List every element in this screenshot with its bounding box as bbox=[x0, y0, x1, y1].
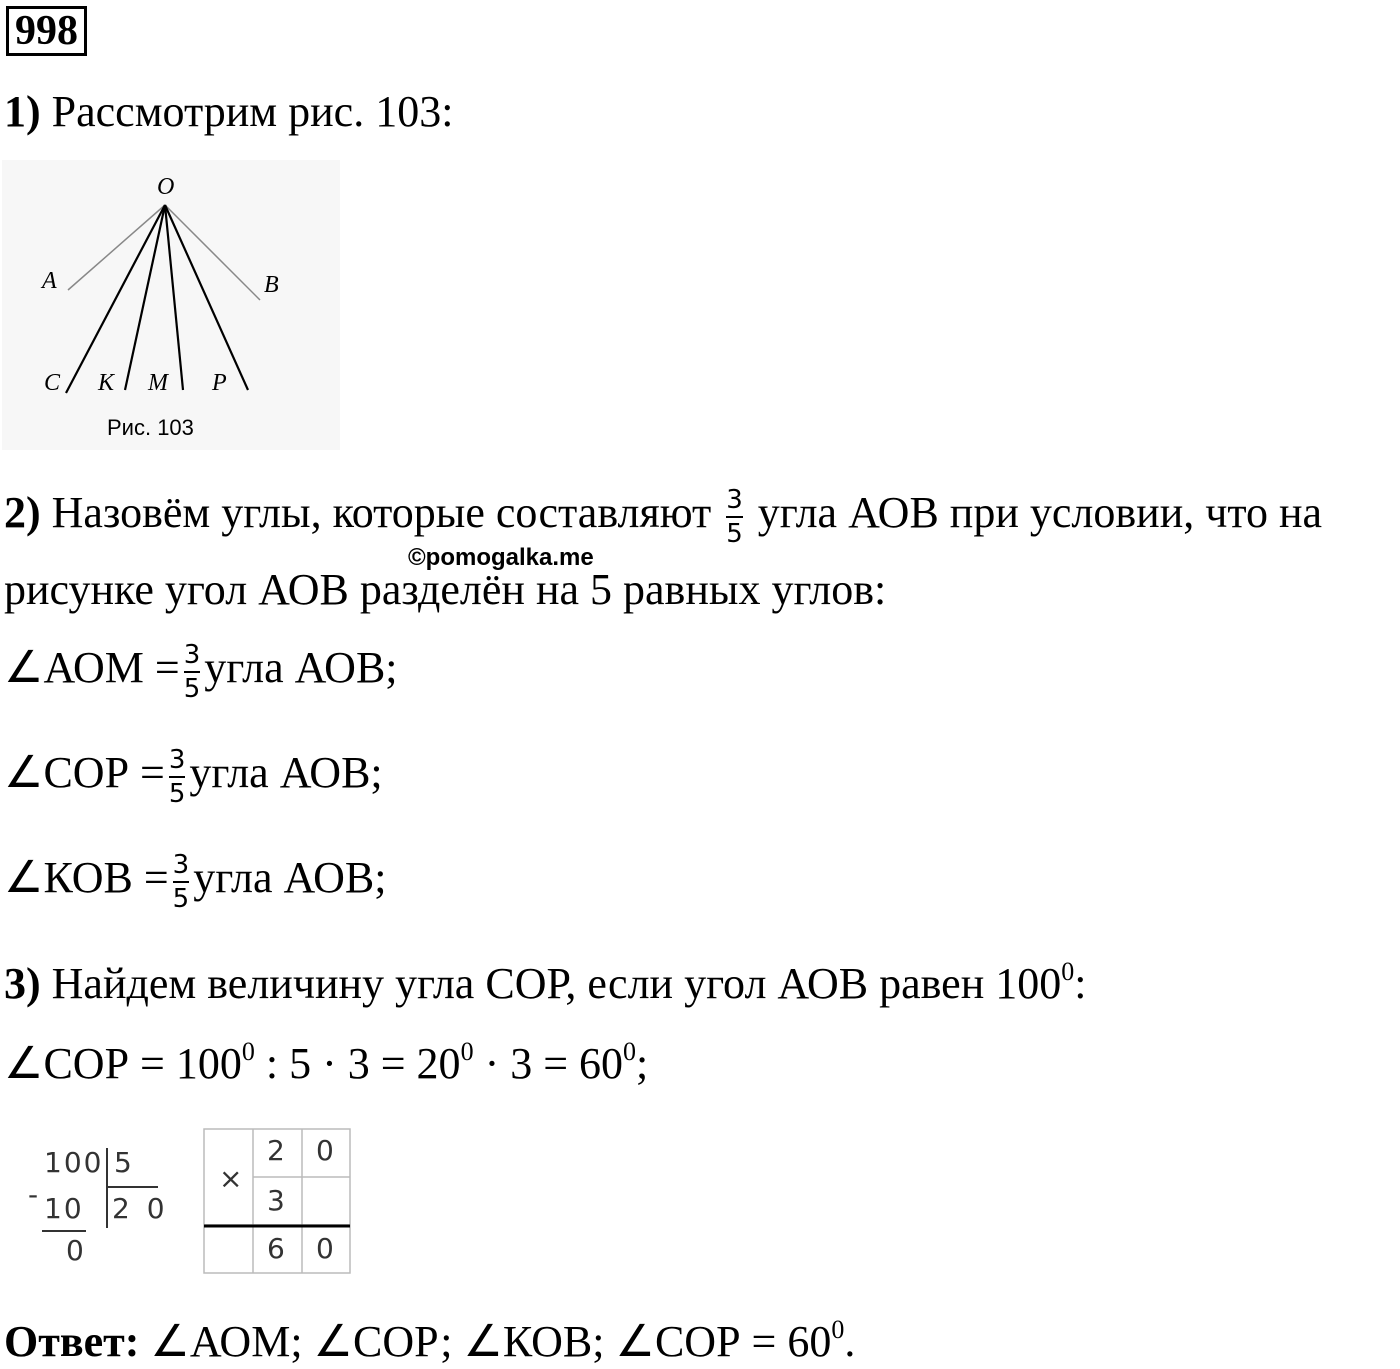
division-dividend: 100 bbox=[44, 1146, 104, 1179]
division-remainder: 0 bbox=[66, 1234, 84, 1267]
division-vertical-bar bbox=[106, 1148, 108, 1228]
fraction-denominator: 5 bbox=[168, 779, 186, 809]
grid-cell: 0 bbox=[316, 1134, 334, 1167]
step2-line2: рисунке угол АОВ разделён на 5 равных углов: bbox=[4, 565, 887, 614]
equation-kob bbox=[4, 850, 386, 914]
label-M: M bbox=[148, 370, 168, 396]
multiplication-grid bbox=[203, 1128, 351, 1274]
equation-rhs: угла АОВ; bbox=[204, 643, 398, 693]
answer-text: ∠АОМ; ∠СОР; ∠КОВ; ∠СОР = 60 bbox=[139, 1317, 832, 1366]
degree-sup: 0 bbox=[1061, 957, 1075, 986]
step1-label: 1) bbox=[4, 87, 41, 136]
equation-aom bbox=[4, 640, 398, 704]
fraction-bar bbox=[169, 776, 186, 778]
degree-sup: 0 bbox=[241, 1037, 255, 1066]
problem-number: 998 bbox=[6, 6, 87, 56]
label-K: K bbox=[98, 370, 115, 396]
step3-end: : bbox=[1074, 959, 1087, 1008]
fraction-bar bbox=[173, 881, 190, 883]
step2-line1 bbox=[4, 485, 1322, 549]
fraction-numerator: 3 bbox=[168, 745, 186, 775]
equation-fraction bbox=[173, 850, 190, 914]
step2-text-before: Назовём углы, которые составляют bbox=[51, 488, 712, 538]
figure-103 bbox=[2, 160, 340, 450]
equation-lhs: ∠СОР = bbox=[4, 748, 165, 798]
label-C: C bbox=[44, 370, 61, 396]
answer-line bbox=[4, 1316, 855, 1368]
step1-line bbox=[4, 86, 453, 138]
fraction-denominator: 5 bbox=[183, 674, 201, 704]
calc-part-d: ; bbox=[636, 1039, 649, 1088]
fraction-numerator: 3 bbox=[172, 850, 190, 880]
division-minus: - bbox=[28, 1178, 39, 1211]
grid-cell: 0 bbox=[316, 1232, 334, 1265]
step1-text: Рассмотрим рис. 103: bbox=[51, 87, 454, 136]
equation-fraction bbox=[169, 745, 186, 809]
label-O: O bbox=[157, 174, 175, 200]
grid-cell: 3 bbox=[267, 1184, 285, 1217]
fraction-bar bbox=[184, 671, 201, 673]
step3-line bbox=[4, 958, 1086, 1010]
division-underline bbox=[42, 1230, 86, 1232]
division-divisor-bar bbox=[106, 1186, 158, 1188]
fraction-bar bbox=[726, 516, 743, 518]
ray-OB bbox=[165, 205, 260, 300]
multiply-sign: × bbox=[219, 1162, 243, 1195]
calc-line bbox=[4, 1038, 648, 1090]
fraction-denominator: 5 bbox=[172, 884, 190, 914]
division-subtrahend: 10 bbox=[44, 1192, 84, 1225]
calc-part-a: ∠СОР = 100 bbox=[4, 1039, 242, 1088]
step3-label: 3) bbox=[4, 959, 41, 1008]
degree-sup: 0 bbox=[460, 1037, 474, 1066]
ray-OC bbox=[66, 205, 165, 393]
degree-sup: 0 bbox=[623, 1037, 637, 1066]
equation-rhs: угла АОВ; bbox=[193, 853, 387, 903]
step3-text: Найдем величину угла СОР, если угол АОВ равен 100 bbox=[51, 959, 1062, 1008]
fraction-numerator: 3 bbox=[183, 640, 201, 670]
step2-text-after: угла АОВ при условии, что на bbox=[757, 488, 1323, 538]
label-A: A bbox=[42, 268, 57, 294]
equation-lhs: ∠КОВ = bbox=[4, 853, 169, 903]
fraction-numerator: 3 bbox=[726, 485, 743, 515]
equation-fraction bbox=[184, 640, 201, 704]
division-quotient: 2 0 bbox=[112, 1192, 169, 1225]
equation-cop bbox=[4, 745, 383, 809]
division-divisor: 5 bbox=[114, 1146, 132, 1179]
label-B: B bbox=[264, 272, 279, 298]
calc-part-c: · 3 = 60 bbox=[473, 1039, 624, 1088]
long-division bbox=[26, 1140, 169, 1270]
fraction-denominator: 5 bbox=[726, 519, 743, 549]
grid-cell: 2 bbox=[267, 1134, 285, 1167]
answer-end: . bbox=[844, 1317, 856, 1366]
step2-label: 2) bbox=[4, 488, 41, 538]
equation-rhs: угла АОВ; bbox=[189, 748, 383, 798]
degree-sup: 0 bbox=[831, 1315, 845, 1344]
ray-OM bbox=[165, 205, 183, 390]
calc-part-b: : 5 · 3 = 20 bbox=[254, 1039, 461, 1088]
watermark: ©pomogalka.me bbox=[408, 544, 594, 571]
answer-label: Ответ: bbox=[4, 1317, 140, 1366]
step2-fraction bbox=[726, 485, 743, 549]
ray-OP bbox=[165, 205, 248, 390]
angle-diagram bbox=[2, 160, 340, 450]
ray-OK bbox=[125, 205, 165, 390]
grid-cell: 6 bbox=[267, 1232, 285, 1265]
label-P: P bbox=[212, 370, 227, 396]
figure-caption: Рис. 103 bbox=[107, 415, 194, 440]
equation-lhs: ∠АОМ = bbox=[4, 643, 180, 693]
